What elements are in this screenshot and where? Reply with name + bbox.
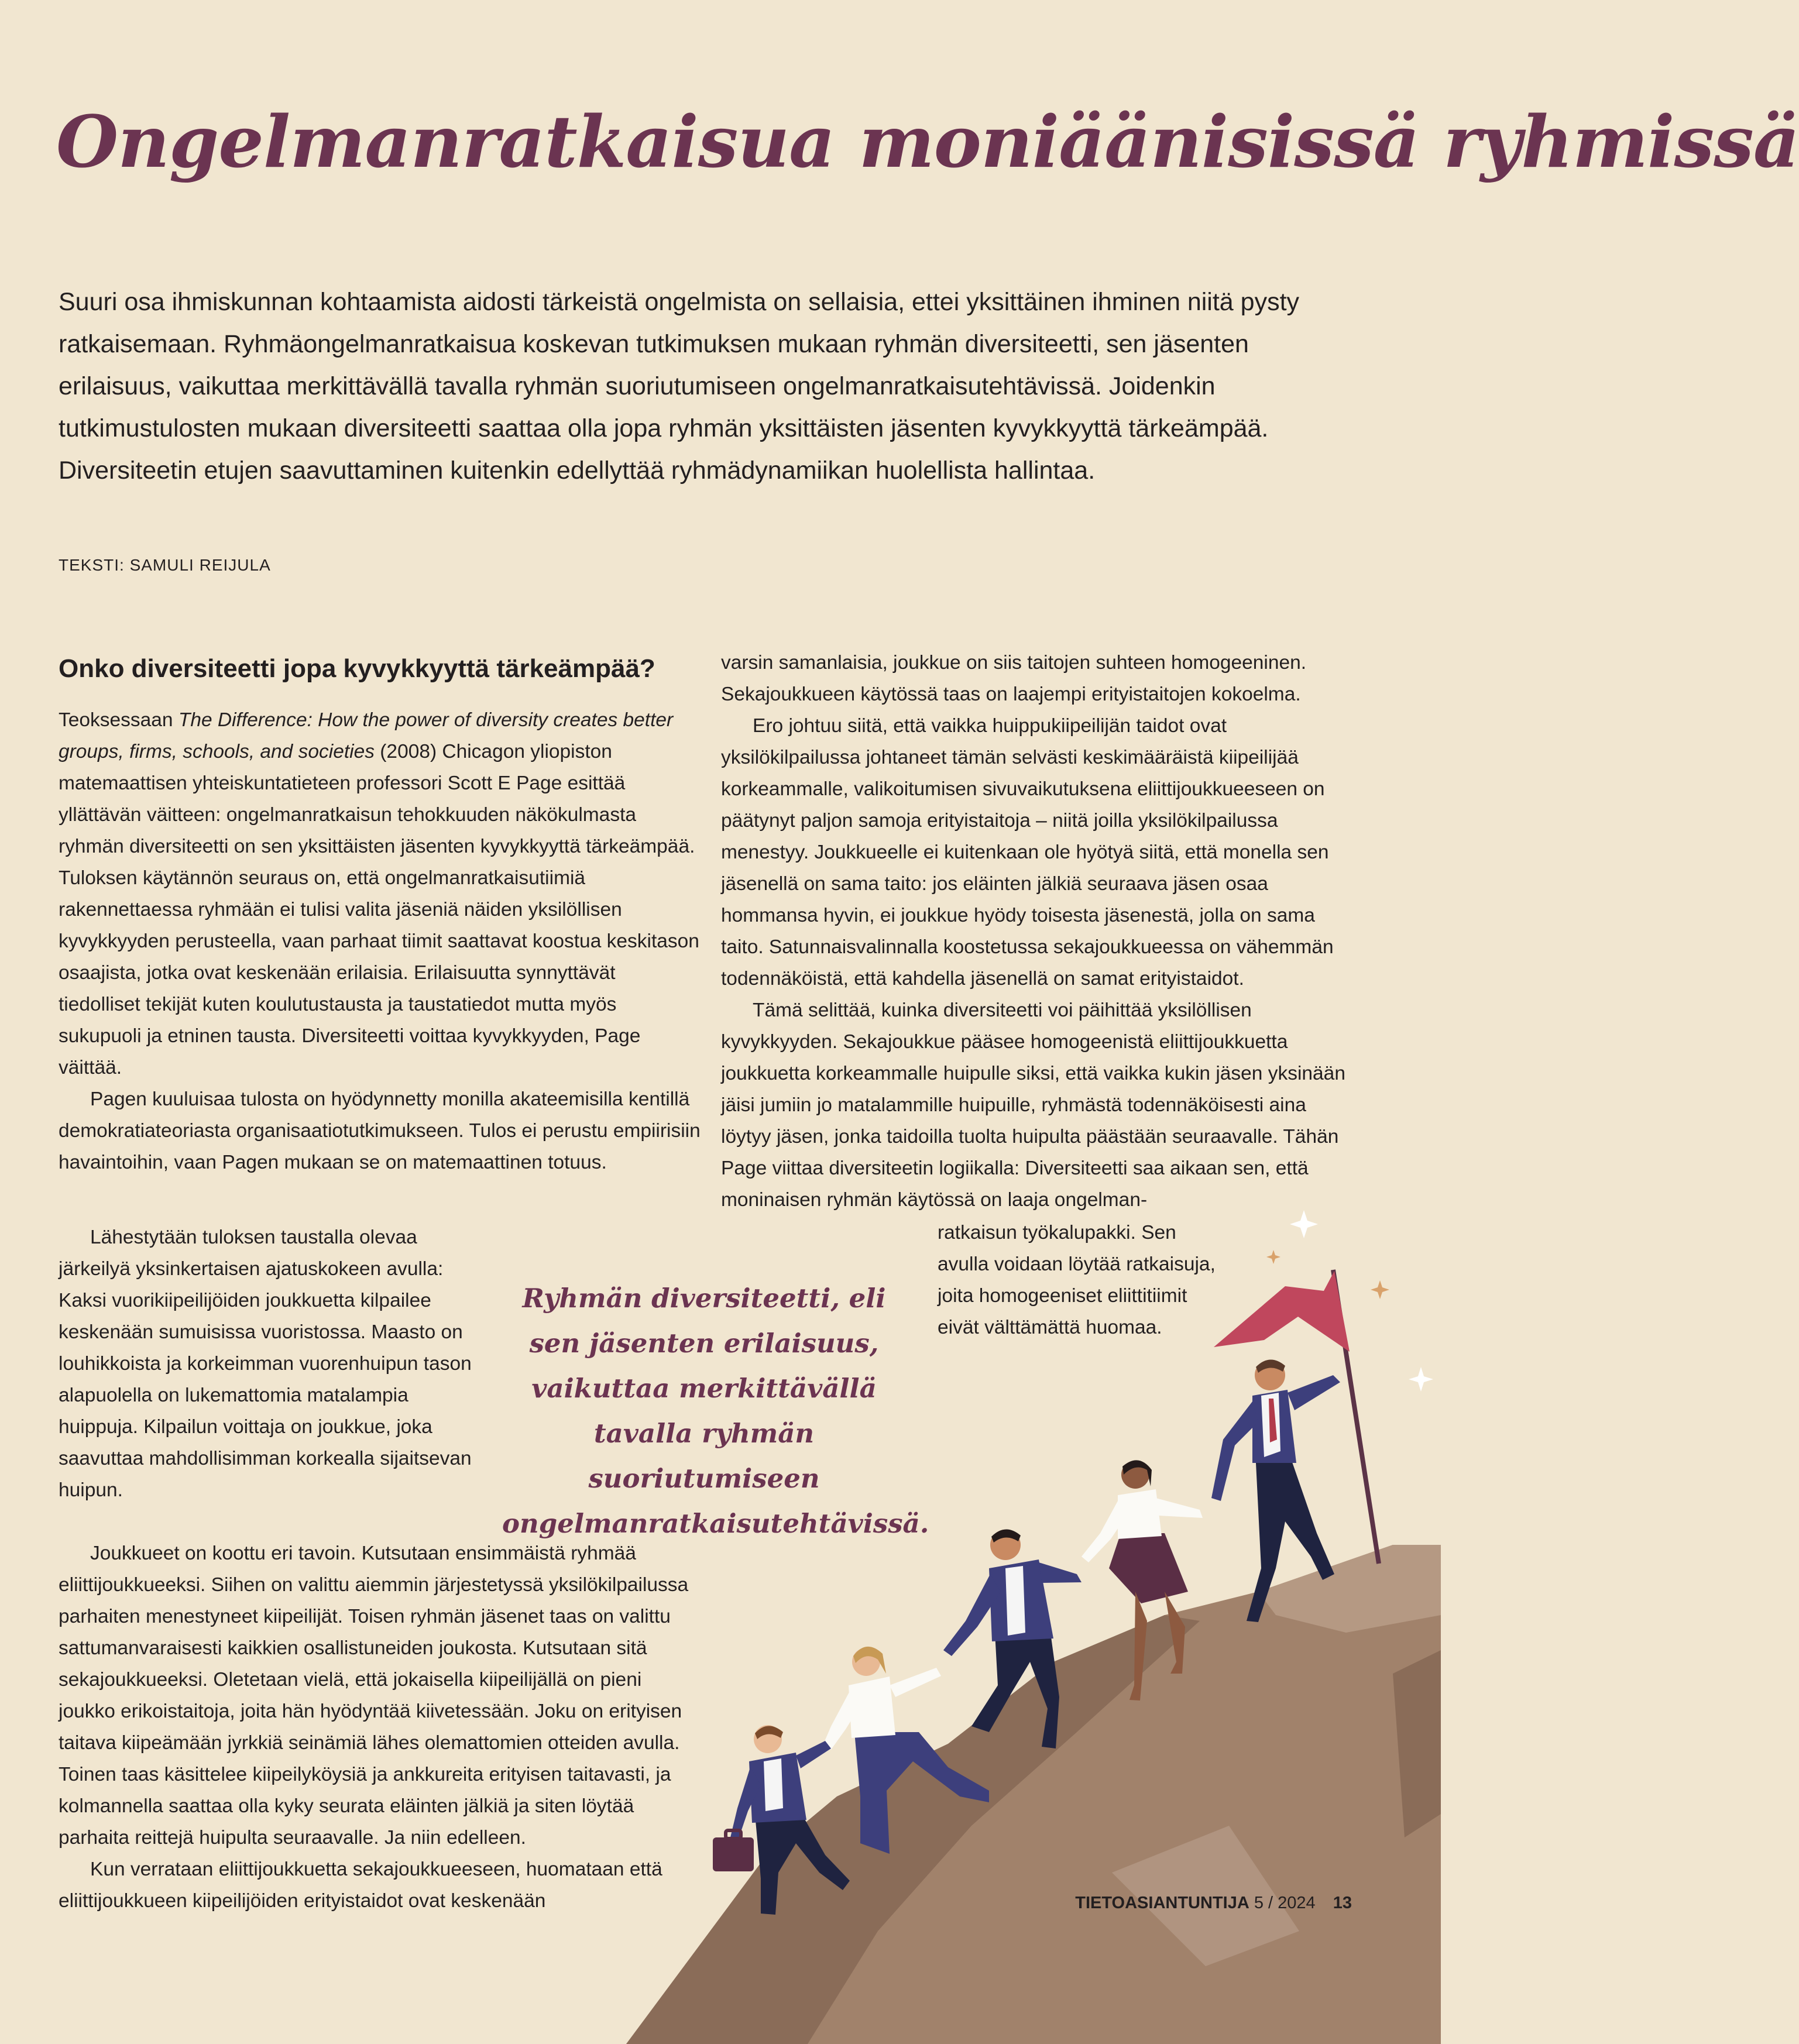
section-heading: Onko diversiteetti jopa kyvykkyyttä tärkeämpää?: [59, 654, 655, 683]
flag: [1214, 1271, 1350, 1352]
column-left-bottom: [59, 1538, 691, 1917]
column-right-bottom: [938, 1217, 1230, 1344]
column-right: [721, 647, 1353, 1216]
issue-number: 5 / 2024: [1254, 1894, 1316, 1912]
paragraph-5-continued: varsin samanlaisia, joukkue on siis taitojen suhteen homogeeninen. Sekajoukkueen käytössä taas on laajempi erityistaitojen kokoelma.: [721, 652, 1307, 705]
pull-quote: Ryhmän diversiteetti, eli sen jäsenten erilaisuus, vaikuttaa merkittävällä tavalla ryhmän suoriutumiseen ongelmanratkaisutehtävissä.: [502, 1283, 929, 1539]
article-title: Ongelmanratkaisua moniäänisissä ryhmissä: [56, 99, 1799, 184]
lead-paragraph: Suuri osa ihmiskunnan kohtaamista aidosti tärkeistä ongelmista on sellaisia, ettei yksittäinen ihminen niitä pysty ratkaisemaan. Ryhmäongelmanratkaisua koskevan tutkimuksen mukaan ryhmän diversiteetti, sen jäsenten erilaisuus, vaikuttaa merkittävällä tavalla ryhmän suoriutumiseen ongelmanratkaisutehtävissä. Joidenkin tutkimustulosten mukaan diversiteetti saattaa olla jopa ryhmän yksittäisten jäsenten kyvykkyyttä tärkeämpää. Diversiteetin etujen saavuttaminen kuitenkin edellyttää ryhmädynamiikan huolellista hallintaa.: [59, 288, 1300, 485]
paragraph-3: Lähestytään tuloksen taustalla olevaa järkeilyä yksinkertaisen ajatuskokeen avulla: Kaksi vuorikiipeilijöiden joukkuetta kilpailee keskenään sumuisissa vuoristossa. Maasto on louhikkoista ja korkeimman vuorenhuipun tason alapuolella on lukemattomia matalampia huippuja. Kilpailun voittaja on joukkue, joka saavuttaa mahdollisimman korkealla sijaitsevan huipun.: [59, 1227, 472, 1501]
paragraph-2: Pagen kuuluisaa tulosta on hyödynnetty monilla akateemisilla kentillä demokratiateoriasta organisaatiotutkimukseen. Tulos ei perustu empiirisiin havaintoihin, vaan Pagen mukaan se on matemaattinen totuus.: [59, 1088, 701, 1173]
page-number: 13: [1333, 1894, 1352, 1912]
paragraph-7-continued: ratkaisun työkalupakki. Sen avulla voidaan löytää ratkaisuja, joita homogeeniset eliittitiimit eivät välttämättä huomaa.: [938, 1222, 1216, 1338]
column-left-top: [59, 653, 702, 1179]
paragraph-7: Tämä selittää, kuinka diversiteetti voi päihittää yksilöllisen kyvykkyyden. Sekajoukkue pääsee homogeenistä eliittijoukkuetta joukkuetta korkeammalle huipulle siksi, että vaikka kukin jäsen yksinään jäisi jumiin jo matalammille huipuille, ryhmästä todennäköisesti aina löytyy jäsen, jonka taidoilla tuolta huipulta päästään seuraavalle. Tähän Page viittaa diversiteetin logiikalla: Diversiteetti saa aikaan sen, että moninaisen ryhmän käytössä on laaja ongelman-: [721, 999, 1345, 1211]
paragraph-1: Teoksessaan The Difference: How the power of diversity creates better groups, firms, schools, and societies (2008) Chicagon yliopiston matemaattisen yhteiskuntatieteen professori Scott E Page esittää yllättävän väitteen: ongelmanratkaisun tehokkuuden näkökulmasta ryhmän diversiteetti on sen yksittäisten jäsenten kyvykkyyttä tärkeämpää. Tuloksen käytännön seuraus on, että ongelmanratkaisutiimiä rakennettaessa ryhmään ei tulisi valita jäseniä näiden yksilöllisen kyvykkyyden perusteella, vaan parhaat tiimit saattavat koostua keskitason osaajista, jotka ovat keskenään erilaisia. Erilaisuutta synnyttävät tiedolliset tekijät kuten koulutustausta ja taustatiedot mutta myös sukupuoli ja etninen tausta. Diversiteetti voittaa kyvykkyyden, Page väittää.: [59, 709, 699, 1078]
paragraph-6: Ero johtuu siitä, että vaikka huippukiipeilijän taidot ovat yksilökilpailussa johtaneet tämän selvästi keskimääräistä kiipeilijää korkeammalle, valikoitumisen sivuvaikutuksena eliittijoukkueeseen on päätynyt paljon samoja erityistaitoja – niitä joilla yksilökilpailussa menestyy. Joukkueelle ei kuitenkaan ole hyötyä siitä, että monella sen jäsenellä on sama taito: jos eläinten jälkiä seuraava jäsen osaa hommansa hyvin, ei joukkue hyödy toisesta jäsenestä, jolla on sama taito. Satunnaisvalinnalla koostetussa sekajoukkueessa on vähemmän todennäköistä, että kahdella jäsenellä on samat erityistaidot.: [721, 715, 1334, 990]
magazine-name: TIETOASIANTUNTIJA: [1075, 1894, 1249, 1912]
book-title: The Difference: How the power of diversity creates better groups, firms, schools, and societies: [59, 709, 674, 762]
paragraph-5: Kun verrataan eliittijoukkuetta sekajoukkueeseen, huomataan että eliittijoukkueen kiipeilijöiden erityistaidot ovat keskenään: [59, 1859, 662, 1912]
byline: TEKSTI: SAMULI REIJULA: [59, 556, 271, 574]
page-footer: [1075, 1894, 1352, 1913]
paragraph-4: Joukkueet on koottu eri tavoin. Kutsutaan ensimmäistä ryhmää eliittijoukkueeksi. Siihen on valittu aiemmin järjestetyssä yksilökilpailussa parhaiten menestyneet kiipeilijät. Toisen ryhmän jäsenet taas on valittu sattumanvaraisesti kaikkien osallistuneiden joukosta. Kutsutaan sitä sekajoukkueeksi. Oletetaan vielä, että jokaisella kiipeilijällä on pieni joukko erikoistaitoja, joita hän hyödyntää kiivetessään. Joku on erityisen taitava kiipeämään jyrkkiä seinämiä lähes olemattomien otteiden avulla. Toinen taas käsittelee kiipeilyköysiä ja ankkureita erityisen taitavasti, ja kolmannella saattaa olla kyky seurata eläinten jälkiä ja siten löytää parhaita reittejä huipulta seuraavalle. Ja niin edelleen.: [59, 1543, 689, 1849]
